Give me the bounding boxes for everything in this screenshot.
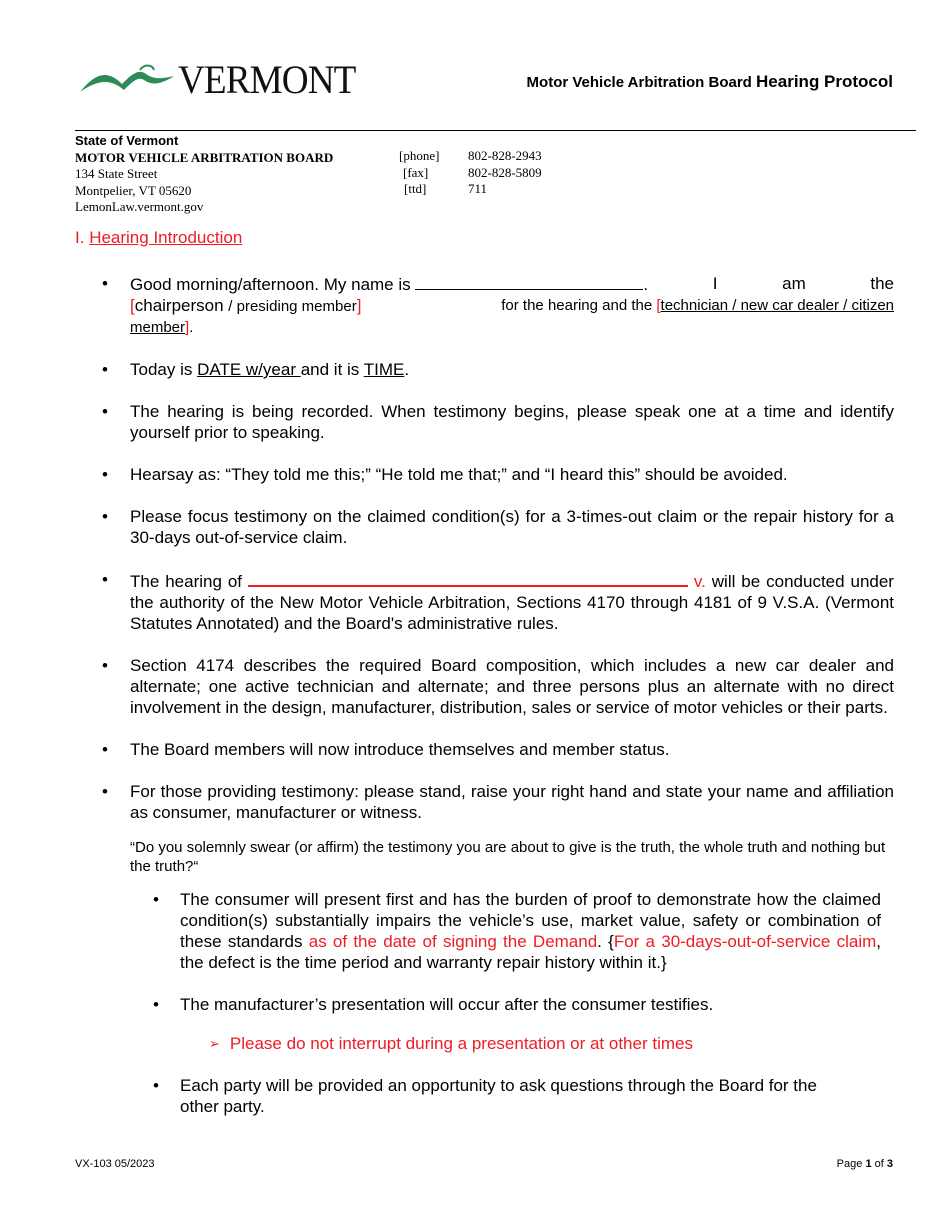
member-type-line2: member	[130, 319, 186, 336]
section-heading	[75, 228, 242, 248]
list-item-manufacturer: • The manufacturer’s presentation will occur after the consumer testifies.	[130, 994, 894, 1015]
contact-values	[468, 148, 542, 198]
vermont-logo	[78, 56, 356, 102]
board-name: MOTOR VEHICLE ARBITRATION BOARD	[75, 149, 334, 165]
list-item-composition: • Section 4174 describes the required Board composition, which includes a new car dealer and alternate; one active technician and alternate; and three persons plus an alternate with no direct involvement in the design, manufacturer, distribution, sales or service of motor vehicles or their parts.	[102, 655, 894, 718]
fax-number: 802-828-5809	[468, 164, 542, 180]
oath-text: “Do you solemnly swear (or affirm) the testimony you are about to give is the truth, the whole truth and nothing but the truth?“	[130, 839, 886, 875]
name-blank	[415, 273, 643, 290]
list-item-consumer: • The consumer will present first and has the burden of proof to demonstrate how the claimed condition(s) substantially impairs the vehicle’s use, market value, safety or combination of these standards as of the date of signing the Demand. {For a 30-days-out-of-service claim, the defect is the time period and warranty repair history within it.}	[130, 889, 881, 973]
member-type-line1: technician / new car dealer / citizen	[660, 297, 894, 314]
city-address: Montpelier, VT 05620	[75, 182, 192, 198]
list-item-hearing-of: • The hearing of v. will be conducted under the authority of the New Motor Vehicle Arbitration, Sections 4170 through 4181 of 9 V.S.A. (Vermont Statutes Annotated) and the Board's administrative rules.	[102, 569, 894, 634]
phone-label: [phone]	[399, 148, 440, 163]
case-name-blank	[248, 569, 688, 587]
address-block	[75, 133, 333, 216]
header-divider	[75, 130, 916, 131]
street-address: 134 State Street	[75, 166, 158, 181]
list-item-recording: • The hearing is being recorded. When testimony begins, please speak one at a time and identify yourself prior to speaking.	[102, 401, 894, 443]
form-id: VX-103 05/2023	[75, 1158, 155, 1170]
no-interrupt-note: ➢ Please do not interrupt during a presentation or at other times	[209, 1034, 693, 1053]
title-board: Motor Vehicle Arbitration Board	[526, 74, 752, 91]
page-number: Page 1 of 3	[836, 1158, 893, 1170]
date-placeholder: DATE w/year	[197, 360, 301, 379]
list-item-questions: • Each party will be provided an opportunity to ask questions through the Board for the other party.	[130, 1075, 824, 1117]
section-title: Hearing Introduction	[89, 228, 243, 247]
contact-labels	[399, 148, 439, 198]
fax-label: [fax]	[403, 164, 429, 180]
role-presiding: / presiding member	[228, 298, 357, 315]
list-item-date: • Today is DATE w/year and it is TIME.	[102, 359, 894, 380]
list-item-introductions: • The Board members will now introduce themselves and member status.	[102, 739, 894, 760]
ttd-number: 711	[468, 181, 488, 196]
phone-number: 802-828-2943	[468, 148, 542, 163]
list-item-greeting: • Good morning/afternoon. My name is . I am the [chairperson / presiding member] for the hearing and the [technician / new car dealer / citizen member].	[102, 273, 894, 338]
mountain-logo-icon	[78, 62, 178, 96]
list-item-hearsay: • Hearsay as: “They told me this;” “He told me that;” and “I heard this” should be avoided.	[102, 464, 894, 485]
section-number: I.	[75, 228, 85, 247]
state-name: State of Vermont	[75, 133, 179, 148]
list-item-testimony: • For those providing testimony: please stand, raise your right hand and state your name and affiliation as consumer, manufacturer or witness.	[102, 781, 894, 823]
versus-label: v.	[693, 572, 706, 591]
ttd-label: [ttd]	[404, 181, 427, 196]
title-protocol: Hearing Protocol	[756, 72, 893, 91]
arrow-bullet-icon: ➢	[209, 1036, 220, 1051]
document-title	[527, 72, 893, 92]
logo-text: VERMONT	[178, 57, 356, 102]
list-item-focus: • Please focus testimony on the claimed condition(s) for a 3-times-out claim or the repair history for a 30-days out-of-service claim.	[102, 506, 894, 548]
website-link[interactable]: LemonLaw.vermont.gov	[75, 199, 204, 214]
time-placeholder: TIME	[363, 360, 405, 379]
protocol-list	[102, 273, 894, 1138]
role-chairperson: chairperson	[134, 296, 224, 315]
